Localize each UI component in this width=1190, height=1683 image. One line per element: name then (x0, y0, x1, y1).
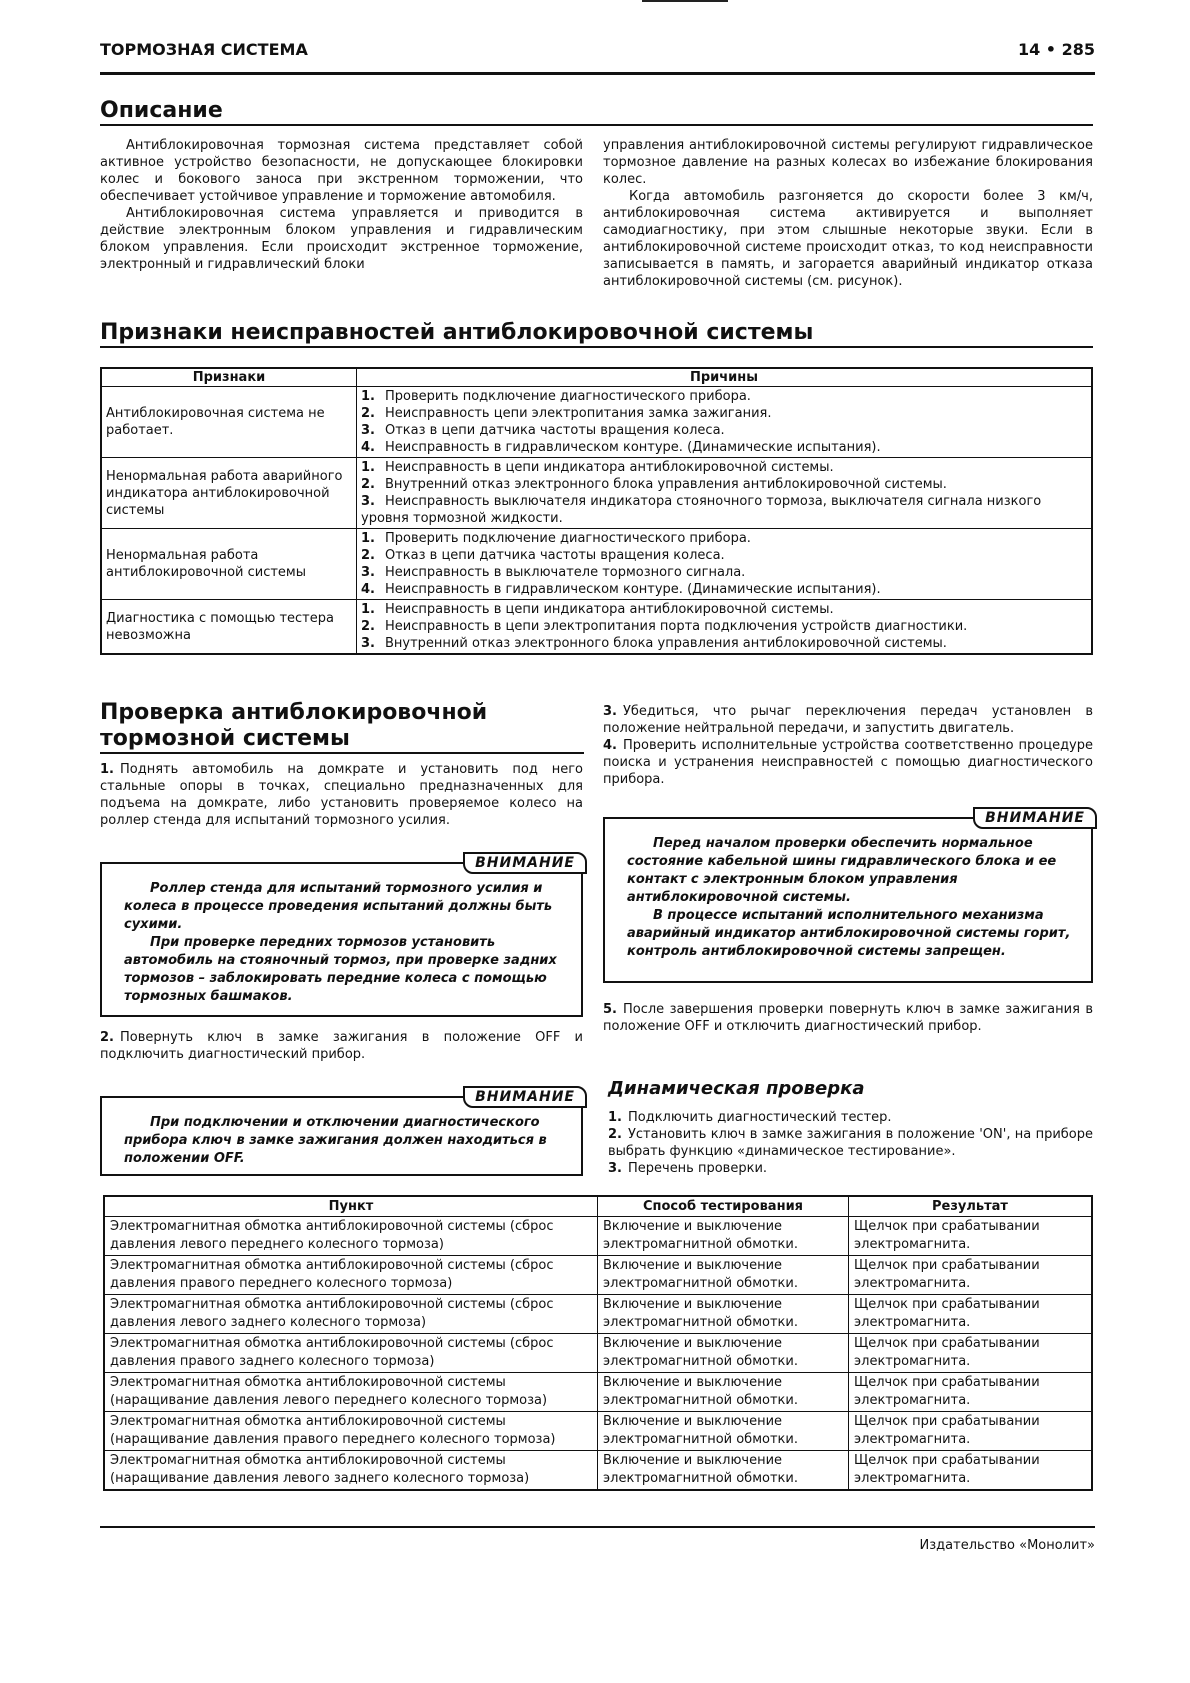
description-right-column (603, 137, 1093, 290)
notice-text: В процессе испытаний исполнительного механизма аварийный индикатор антиблокировочной системы горит, контроль антиблокировочной системы запрещен. (627, 908, 1071, 959)
table-row (101, 529, 1092, 600)
description-paragraph: Когда автомобиль разгоняется до скорости более 3 км/ч, антиблокировочная система активируется и выполняет самодиагностику, при этом слышные некоторые звуки. Если в антиблокировочной системе происходит отказ, то код неисправности записывается в память, и загорается аварийный индикатор отказа антиблокировочной системы (см. рисунок). (603, 189, 1093, 289)
column-header-method: Способ тестирования (598, 1196, 849, 1217)
item-cell: Электромагнитная обмотка антиблокировочной системы (сброс давления левого заднего колесного тормоза) (104, 1295, 598, 1334)
section-title: ТОРМОЗНАЯ СИСТЕМА (100, 40, 308, 59)
notice-box (603, 810, 1093, 983)
footer-rule (100, 1526, 1095, 1528)
table-row (104, 1334, 1092, 1373)
causes-cell (357, 529, 1093, 600)
cause-item: 4. Неисправность в гидравлическом контуре. (Динамические испытания). (361, 440, 881, 455)
notice-box (100, 855, 583, 1017)
symptom-cell: Диагностика с помощью тестера невозможна (101, 600, 357, 655)
description-left-column (100, 137, 583, 273)
description-heading (100, 98, 1093, 126)
dynamic-steps (608, 1109, 1093, 1177)
result-cell: Щелчок при срабатывании электромагнита. (849, 1256, 1093, 1295)
method-cell: Включение и выключение электромагнитной обмотки. (598, 1256, 849, 1295)
symptom-cell: Ненормальная работа антиблокировочной системы (101, 529, 357, 600)
tests-table (103, 1195, 1093, 1491)
notice-label: ВНИМАНИЕ (463, 852, 587, 874)
table-row (104, 1373, 1092, 1412)
item-cell: Электромагнитная обмотка антиблокировочной системы (наращивание давления левого переднего колесного тормоза) (104, 1373, 598, 1412)
dynamic-step: 1. Подключить диагностический тестер. (608, 1110, 892, 1125)
page-header (100, 40, 1095, 75)
table-row (101, 458, 1092, 529)
table-row (104, 1217, 1092, 1256)
check-step-1: 1. Поднять автомобиль на домкрате и установить под него стальные опоры в точках, специально предназначенных для подъема на домкрате, либо установить проверяемое колесо на роллер стенда для испытаний тормозного усилия. (100, 762, 583, 828)
check-step-2: 2. Повернуть ключ в замке зажигания в положение OFF и подключить диагностический прибор. (100, 1030, 583, 1062)
column-header-result: Результат (849, 1196, 1093, 1217)
method-cell: Включение и выключение электромагнитной обмотки. (598, 1373, 849, 1412)
method-cell: Включение и выключение электромагнитной обмотки. (598, 1412, 849, 1451)
cause-item: 1. Неисправность в цепи индикатора антиблокировочной системы. (361, 602, 834, 617)
check-right-column-2 (603, 1001, 1093, 1035)
description-title: Описание (100, 98, 223, 123)
table-header-row (101, 368, 1092, 387)
item-cell: Электромагнитная обмотка антиблокировочной системы (наращивание давления правого переднего колесного тормоза) (104, 1412, 598, 1451)
result-cell: Щелчок при срабатывании электромагнита. (849, 1334, 1093, 1373)
result-cell: Щелчок при срабатывании электромагнита. (849, 1373, 1093, 1412)
column-header-symptoms: Признаки (101, 368, 357, 387)
check-right-column (603, 703, 1093, 788)
result-cell: Щелчок при срабатывании электромагнита. (849, 1217, 1093, 1256)
result-cell: Щелчок при срабатывании электромагнита. (849, 1412, 1093, 1451)
symptom-cell: Ненормальная работа аварийного индикатора антиблокировочной системы (101, 458, 357, 529)
result-cell: Щелчок при срабатывании электромагнита. (849, 1451, 1093, 1491)
table-row (104, 1451, 1092, 1491)
check-title-line1: Проверка антиблокировочной (100, 700, 488, 725)
notice-text: Роллер стенда для испытаний тормозного усилия и колеса в процессе проведения испытаний должны быть сухими. (124, 881, 553, 932)
causes-cell (357, 387, 1093, 458)
publisher-name: Издательство «Монолит» (919, 1538, 1095, 1553)
cause-item: 1. Проверить подключение диагностического прибора. (361, 531, 751, 546)
cause-item: 2. Неисправность цепи электропитания замка зажигания. (361, 406, 772, 421)
symptom-cell: Антиблокировочная система не работает. (101, 387, 357, 458)
faults-heading (100, 320, 1093, 348)
method-cell: Включение и выключение электромагнитной обмотки. (598, 1217, 849, 1256)
description-paragraph: Антиблокировочная система управляется и приводится в действие электронным блоком управления и гидравлическим блоком управления. Если происходит экстренное торможение, электронный и гидравлический блоки (100, 206, 583, 272)
cause-item: 3. Внутренний отказ электронного блока управления антиблокировочной системы. (361, 636, 947, 651)
cause-item: 2. Неисправность в цепи электропитания порта подключения устройств диагностики. (361, 619, 968, 634)
check-step-3: 3. Убедиться, что рычаг переключения передач установлен в положение нейтральной передачи, и запустить двигатель. (603, 704, 1093, 736)
table-row (104, 1295, 1092, 1334)
table-header-row (104, 1196, 1092, 1217)
result-cell: Щелчок при срабатывании электромагнита. (849, 1295, 1093, 1334)
check-step-4: 4. Проверить исполнительные устройства соответственно процедуре поиска и устранения неисправностей с помощью диагностического прибора. (603, 738, 1093, 787)
cause-item: 1. Проверить подключение диагностического прибора. (361, 389, 751, 404)
item-cell: Электромагнитная обмотка антиблокировочной системы (наращивание давления левого заднего колесного тормоза) (104, 1451, 598, 1491)
table-row (104, 1256, 1092, 1295)
item-cell: Электромагнитная обмотка антиблокировочной системы (сброс давления левого переднего колесного тормоза) (104, 1217, 598, 1256)
faults-table (100, 367, 1093, 655)
check-heading (100, 700, 584, 754)
causes-cell (357, 458, 1093, 529)
cause-item: 3. Отказ в цепи датчика частоты вращения колеса. (361, 423, 725, 438)
cause-item: 3. Неисправность в выключателе тормозного сигнала. (361, 565, 746, 580)
cause-item: 1. Неисправность в цепи индикатора антиблокировочной системы. (361, 460, 834, 475)
table-row (101, 387, 1092, 458)
check-title-line2: тормозной системы (100, 726, 350, 751)
cause-item: 2. Внутренний отказ электронного блока управления антиблокировочной системы. (361, 477, 947, 492)
item-cell: Электромагнитная обмотка антиблокировочной системы (сброс давления правого переднего колесного тормоза) (104, 1256, 598, 1295)
notice-label: ВНИМАНИЕ (973, 807, 1097, 829)
column-header-causes: Причины (357, 368, 1093, 387)
notice-text: При подключении и отключении диагностического прибора ключ в замке зажигания должен находиться в положении OFF. (124, 1115, 547, 1166)
table-row (104, 1412, 1092, 1451)
check-left-column (100, 761, 583, 829)
method-cell: Включение и выключение электромагнитной обмотки. (598, 1451, 849, 1491)
notice-text: При проверке передних тормозов установить автомобиль на стояночный тормоз, при проверке задних тормозов – заблокировать передние колеса с помощью тормозных башмаков. (124, 935, 557, 1004)
causes-cell (357, 600, 1093, 655)
notice-text: Перед началом проверки обеспечить нормальное состояние кабельной шины гидравлического блока и ее контакт с электронным блоком управления антиблокировочной системы. (627, 836, 1057, 905)
cause-item: 4. Неисправность в гидравлическом контуре. (Динамические испытания). (361, 582, 881, 597)
dynamic-step: 3. Перечень проверки. (608, 1161, 768, 1176)
method-cell: Включение и выключение электромагнитной обмотки. (598, 1334, 849, 1373)
table-row (101, 600, 1092, 655)
description-paragraph: управления антиблокировочной системы регулируют гидравлическое тормозное давление на разных колесах во избежание блокирования колес. (603, 138, 1093, 187)
check-step-5: 5. После завершения проверки повернуть ключ в замке зажигания в положение OFF и отключить диагностический прибор. (603, 1002, 1093, 1034)
notice-label: ВНИМАНИЕ (463, 1086, 587, 1108)
dynamic-check-title: Динамическая проверка (608, 1078, 865, 1099)
top-rule (642, 0, 728, 2)
method-cell: Включение и выключение электромагнитной обмотки. (598, 1295, 849, 1334)
dynamic-step: 2. Установить ключ в замке зажигания в положение 'ON', на приборе выбрать функцию «динамическое тестирование». (608, 1127, 1093, 1159)
page-number: 14 • 285 (1017, 40, 1095, 59)
notice-box (100, 1089, 583, 1176)
description-paragraph: Антиблокировочная тормозная система представляет собой активное устройство безопасности, не допускающее блокировки колес и бокового заноса при экстренном торможении, что обеспечивает устойчивое управление и торможение автомобиля. (100, 138, 583, 204)
check-left-column-2 (100, 1029, 583, 1063)
item-cell: Электромагнитная обмотка антиблокировочной системы (сброс давления правого заднего колесного тормоза) (104, 1334, 598, 1373)
faults-title: Признаки неисправностей антиблокировочной системы (100, 320, 814, 345)
cause-item: 2. Отказ в цепи датчика частоты вращения колеса. (361, 548, 725, 563)
cause-item: 3. Неисправность выключателя индикатора стояночного тормоза, выключателя сигнала низкого уровня тормозной жидкости. (361, 494, 1042, 526)
column-header-item: Пункт (104, 1196, 598, 1217)
